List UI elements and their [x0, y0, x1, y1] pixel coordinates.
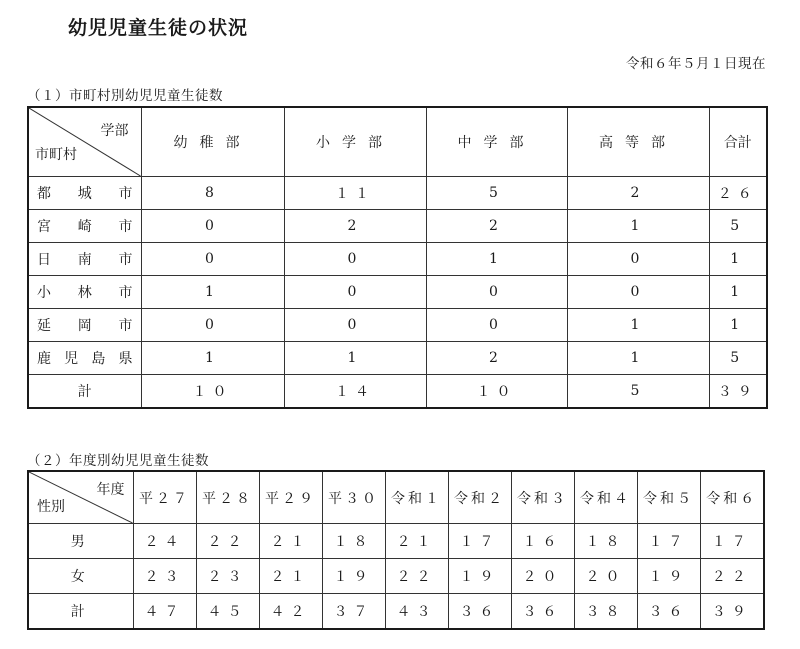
row-label: 女	[28, 559, 133, 594]
table-total-row	[28, 594, 764, 630]
table-row	[28, 210, 767, 243]
cell-value: ３７	[322, 594, 385, 630]
cell-value: １０	[141, 375, 284, 409]
cell-value: 0	[141, 243, 284, 276]
cell-value: １９	[637, 559, 700, 594]
header-year: 令和２	[448, 471, 511, 524]
cell-value: ２３	[133, 559, 196, 594]
cell-value: ２１	[385, 524, 448, 559]
cell-value: ３６	[448, 594, 511, 630]
table-row	[28, 243, 767, 276]
cell-value: １０	[426, 375, 567, 409]
cell-value: ３６	[511, 594, 574, 630]
cell-value: ２２	[385, 559, 448, 594]
section-title-by-year: （２）年度別幼児児童生徒数	[27, 453, 209, 469]
cell-value: 0	[567, 243, 709, 276]
header-year: 平２９	[259, 471, 322, 524]
corner-header-cell	[28, 107, 141, 177]
cell-value: 5	[426, 177, 567, 210]
cell-total: 5	[709, 210, 767, 243]
section-title-by-municipality: （１）市町村別幼児児童生徒数	[27, 88, 223, 104]
corner-label-year: 年度	[96, 482, 125, 498]
header-year: 令和４	[574, 471, 637, 524]
cell-total: ３９	[709, 375, 767, 409]
cell-value: ３８	[574, 594, 637, 630]
cell-value: ２０	[574, 559, 637, 594]
cell-value: ２０	[511, 559, 574, 594]
cell-value: ３６	[637, 594, 700, 630]
cell-value: 1	[567, 342, 709, 375]
cell-value: ２１	[259, 524, 322, 559]
cell-value: １１	[284, 177, 426, 210]
header-year: 令和１	[385, 471, 448, 524]
cell-total: 1	[709, 243, 767, 276]
cell-value: １６	[511, 524, 574, 559]
as-of-date: 令和６年５月１日現在	[626, 56, 766, 72]
table-row	[28, 276, 767, 309]
cell-value: ３９	[700, 594, 764, 630]
cell-total: ２６	[709, 177, 767, 210]
cell-value: １４	[284, 375, 426, 409]
cell-value: 0	[426, 276, 567, 309]
corner-label-gender: 性別	[37, 499, 65, 515]
header-year: 令和３	[511, 471, 574, 524]
diagonal-line-icon	[29, 108, 141, 176]
corner-label-municipality: 市町村	[35, 147, 77, 163]
row-label: 延岡市	[28, 309, 141, 342]
cell-value: １９	[322, 559, 385, 594]
municipality-student-table	[27, 106, 768, 409]
cell-value: １８	[574, 524, 637, 559]
table-row-female	[28, 559, 764, 594]
cell-value: ４３	[385, 594, 448, 630]
row-label: 宮崎市	[28, 210, 141, 243]
header-year: 平３０	[322, 471, 385, 524]
cell-total: 1	[709, 276, 767, 309]
row-label: 小林市	[28, 276, 141, 309]
cell-value: 0	[284, 243, 426, 276]
cell-value: ２２	[196, 524, 259, 559]
table-row	[28, 342, 767, 375]
cell-value: 2	[567, 177, 709, 210]
cell-value: 2	[284, 210, 426, 243]
cell-value: １７	[637, 524, 700, 559]
cell-value: 1	[284, 342, 426, 375]
cell-value: 1	[567, 210, 709, 243]
cell-value: 1	[141, 342, 284, 375]
row-label-total: 計	[28, 375, 141, 409]
cell-value: ２１	[259, 559, 322, 594]
cell-value: 1	[141, 276, 284, 309]
cell-value: 1	[567, 309, 709, 342]
cell-value: 1	[426, 243, 567, 276]
cell-value: ２３	[196, 559, 259, 594]
corner-label-department: 学部	[100, 123, 129, 139]
cell-value: 2	[426, 210, 567, 243]
header-year: 令和５	[637, 471, 700, 524]
row-label: 都城市	[28, 177, 141, 210]
page-title: 幼児児童生徒の状況	[68, 17, 249, 39]
header-total: 合計	[709, 107, 767, 177]
cell-value: 0	[426, 309, 567, 342]
cell-value: 0	[141, 309, 284, 342]
cell-value: １７	[448, 524, 511, 559]
header-kindergarten: 幼稚部	[141, 107, 284, 177]
cell-value: ２４	[133, 524, 196, 559]
cell-value: 5	[567, 375, 709, 409]
cell-value: 0	[567, 276, 709, 309]
table-total-row	[28, 375, 767, 409]
yearly-student-table	[27, 470, 765, 630]
row-label-total: 計	[28, 594, 133, 630]
header-year: 令和６	[700, 471, 764, 524]
cell-value: ４７	[133, 594, 196, 630]
header-elementary: 小学部	[284, 107, 426, 177]
cell-total: 5	[709, 342, 767, 375]
cell-total: 1	[709, 309, 767, 342]
row-label: 男	[28, 524, 133, 559]
table-row	[28, 177, 767, 210]
header-year: 平２８	[196, 471, 259, 524]
cell-value: 0	[141, 210, 284, 243]
cell-value: 0	[284, 309, 426, 342]
cell-value: 8	[141, 177, 284, 210]
cell-value: ４５	[196, 594, 259, 630]
corner-header-cell	[28, 471, 133, 524]
header-high-school: 高等部	[567, 107, 709, 177]
table-row	[28, 309, 767, 342]
cell-value: １７	[700, 524, 764, 559]
cell-value: １９	[448, 559, 511, 594]
cell-value: ２２	[700, 559, 764, 594]
table-row-male	[28, 524, 764, 559]
row-label: 日南市	[28, 243, 141, 276]
header-year: 平２７	[133, 471, 196, 524]
cell-value: １８	[322, 524, 385, 559]
cell-value: 2	[426, 342, 567, 375]
row-label: 鹿児島県	[28, 342, 141, 375]
cell-value: ４２	[259, 594, 322, 630]
header-junior-high: 中学部	[426, 107, 567, 177]
cell-value: 0	[284, 276, 426, 309]
